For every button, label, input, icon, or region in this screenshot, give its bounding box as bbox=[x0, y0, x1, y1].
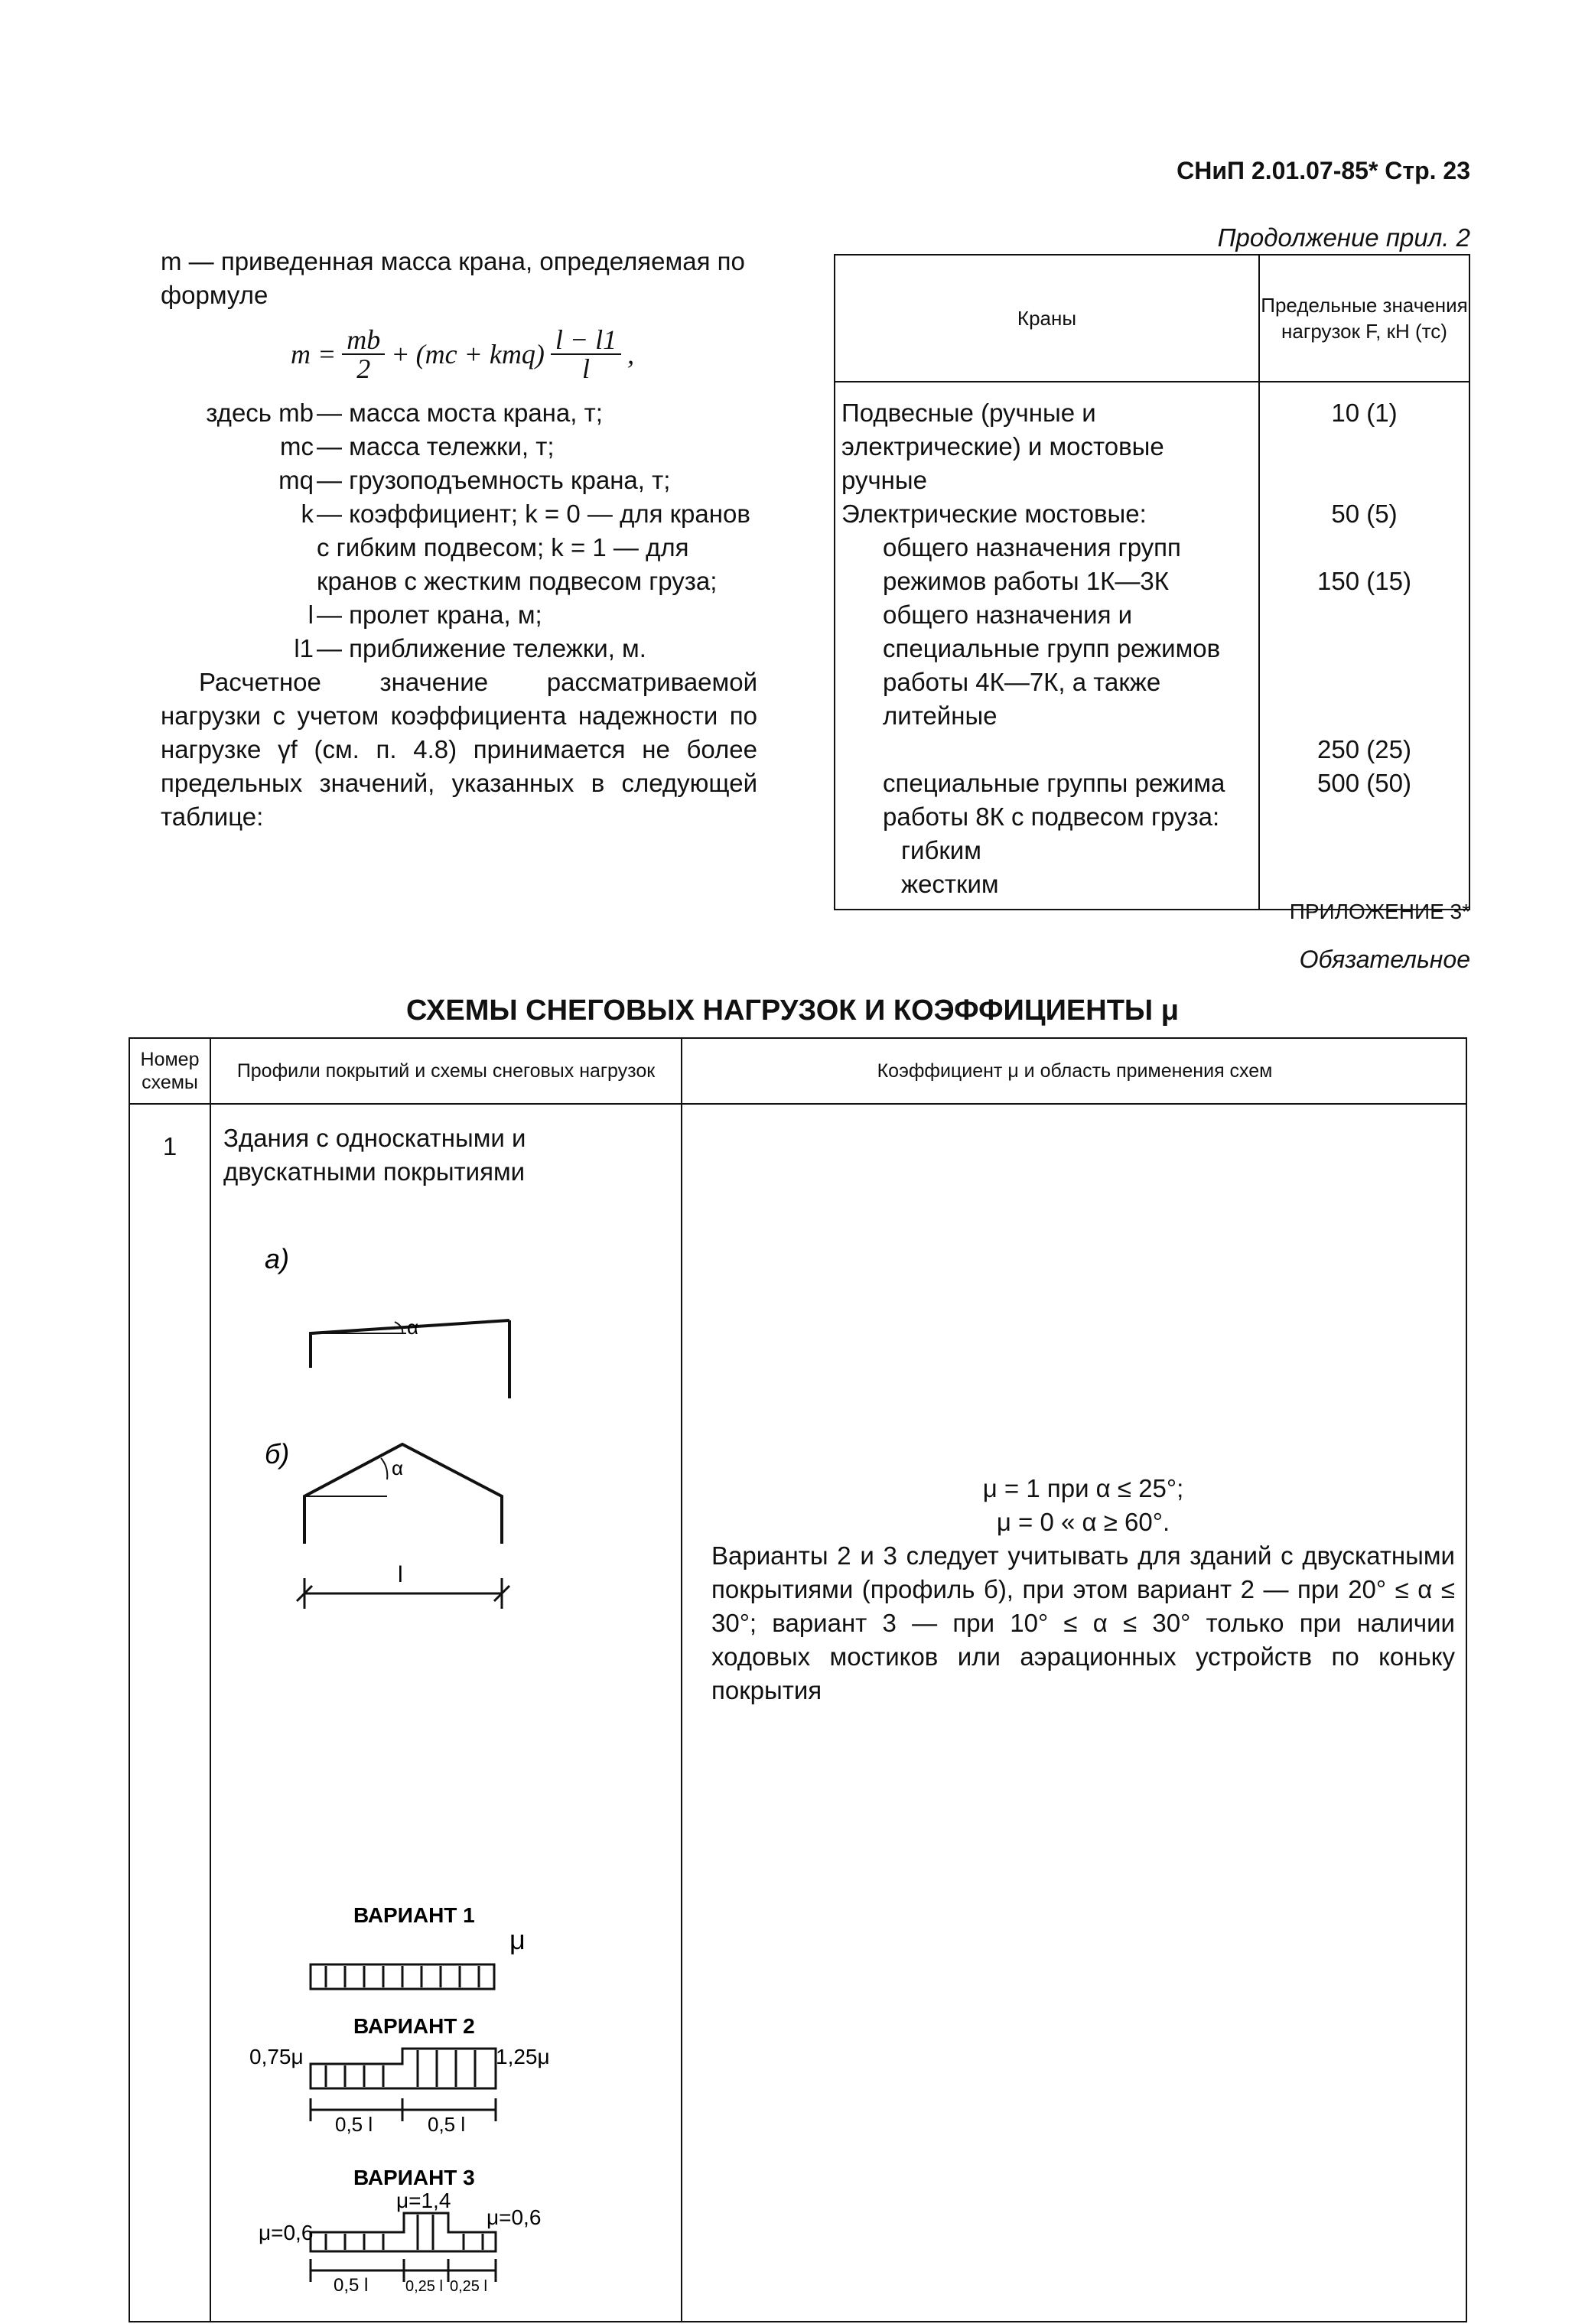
intro-text: m — приведенная масса крана, определяемая по формуле bbox=[161, 247, 745, 309]
definition-item bbox=[161, 632, 757, 666]
formula-num2: l − l1 bbox=[551, 326, 621, 355]
label-span: l bbox=[398, 1562, 403, 1587]
coef-line-2: μ = 0 « α ≥ 60°. bbox=[996, 1508, 1170, 1536]
page-header: СНиП 2.01.07-85* Стр. 23 bbox=[1177, 157, 1470, 184]
coef-description: Варианты 2 и 3 следует учитывать для зданий с двускатными покрытиями (профиль б), при этом вариант 2 — при 20° ≤ α ≤ 30°; вариант 3 — при 10° ≤ α ≤ 30° только при наличии ходовых мостиков или аэрационных устройств по коньку покрытия bbox=[711, 1541, 1455, 1704]
label-alpha-b: α bbox=[392, 1457, 404, 1479]
definition-text: — пролет крана, м; bbox=[317, 601, 542, 629]
crane-row-value: 500 (50) bbox=[1317, 769, 1411, 797]
continuation-label: Продолжение прил. 2 bbox=[1217, 223, 1470, 252]
formula-paren: (mc + kmq) bbox=[415, 339, 545, 369]
definition-item bbox=[161, 598, 757, 632]
crane-row-value: 150 (15) bbox=[1317, 567, 1411, 595]
label-quarter-l-left: 0,25 l bbox=[405, 2278, 443, 2295]
header-profiles: Профили покрытий и схемы снеговых нагрузок bbox=[236, 1060, 656, 1082]
label-quarter-l-right: 0,25 l bbox=[450, 2278, 487, 2295]
formula-lhs: m = bbox=[291, 339, 337, 369]
crane-row-value: 10 (1) bbox=[1331, 399, 1398, 427]
label-125mu: 1,25μ bbox=[496, 2045, 550, 2068]
appendix-status: Обязательное bbox=[1299, 946, 1470, 973]
scheme-number: 1 bbox=[162, 1132, 177, 1160]
crane-row-value: 50 (5) bbox=[1331, 500, 1398, 528]
label-mu-14: μ=1,4 bbox=[396, 2189, 451, 2212]
formula-mb: mb bbox=[342, 326, 385, 355]
label-alpha-a: α bbox=[407, 1316, 419, 1339]
label-variant1: ВАРИАНТ 1 bbox=[353, 1903, 475, 1927]
col-cranes-header: Краны bbox=[835, 255, 1259, 382]
definition-text: — приближение тележки, м. bbox=[317, 634, 646, 662]
appendix-label: ПРИЛОЖЕНИЕ 3* bbox=[1289, 900, 1470, 923]
cranes-table bbox=[834, 254, 1470, 910]
label-half-l-v3: 0,5 l bbox=[334, 2275, 369, 2296]
label-profile-a: а) bbox=[265, 1243, 290, 1274]
snow-schemes-table bbox=[129, 1037, 1467, 2322]
header-coefficient: Коэффициент μ и область применения схем bbox=[877, 1060, 1273, 1082]
cranes-body-text bbox=[835, 382, 1259, 910]
formula bbox=[291, 326, 757, 382]
label-half-l-left: 0,5 l bbox=[335, 2113, 373, 2136]
header-number: Номер схемы bbox=[140, 1049, 200, 1093]
label-mu-06-left: μ=0,6 bbox=[259, 2221, 314, 2244]
crane-row-text: Электрические мостовые: bbox=[841, 500, 1147, 528]
definition-term: mc bbox=[280, 432, 314, 461]
crane-row-text: гибким bbox=[901, 836, 981, 864]
definition-text: — коэффициент; k = 0 — для кранов с гибким подвесом; k = 1 — для кранов с жестким подвесом груза; bbox=[317, 500, 750, 595]
label-mu-06-right: μ=0,6 bbox=[487, 2205, 542, 2229]
label-half-l-right: 0,5 l bbox=[428, 2113, 466, 2136]
label-variant2: ВАРИАНТ 2 bbox=[353, 2014, 475, 2038]
formula-frac1 bbox=[342, 326, 385, 382]
definition-item bbox=[161, 464, 757, 497]
definition-term: k bbox=[301, 500, 314, 528]
label-075mu: 0,75μ bbox=[249, 2045, 304, 2068]
label-variant3: ВАРИАНТ 3 bbox=[353, 2166, 475, 2189]
header-divider bbox=[130, 1103, 1466, 1105]
profile-b-angle-arc bbox=[381, 1458, 387, 1479]
formula-den-l: l bbox=[581, 353, 590, 384]
variant2-load-block bbox=[311, 2049, 496, 2088]
crane-row-text: общего назначения групп режимов работы 1К—3К bbox=[883, 533, 1181, 595]
left-column bbox=[161, 245, 757, 834]
variant2-arrows bbox=[326, 2050, 475, 2087]
crane-row-value: 250 (25) bbox=[1317, 735, 1411, 763]
definition-item bbox=[161, 396, 757, 430]
definition-term: mq bbox=[278, 466, 314, 494]
definition-item bbox=[161, 430, 757, 464]
variant3-load-block bbox=[311, 2213, 496, 2251]
formula-frac2 bbox=[551, 326, 621, 382]
crane-row-text: жестким bbox=[901, 870, 999, 898]
profile-title: Здания с односкатными и двускатными покрытиями bbox=[223, 1124, 526, 1186]
formula-plus: + bbox=[391, 339, 410, 369]
label-profile-b: б) bbox=[265, 1438, 290, 1470]
crane-row-text: специальные группы режима работы 8К с подвесом груза: bbox=[883, 769, 1225, 831]
coef-line-1: μ = 1 при α ≤ 25°; bbox=[982, 1474, 1184, 1502]
snow-profiles-drawing bbox=[211, 1192, 679, 2324]
crane-row-text: общего назначения и специальные групп режимов работы 4К—7К, а также литейные bbox=[883, 601, 1221, 730]
column-divider bbox=[681, 1039, 682, 2321]
definition-text: — масса тележки, т; bbox=[317, 432, 555, 461]
coefficient-block bbox=[711, 1472, 1455, 1707]
cranes-body-values bbox=[1259, 382, 1469, 910]
variant1-arrows bbox=[326, 1966, 479, 1987]
definition-term: здесь mb bbox=[206, 399, 314, 427]
crane-row-text: Подвесные (ручные и электрические) и мостовые ручные bbox=[841, 399, 1164, 494]
paragraph-text: Расчетное значение рассматриваемой нагрузки с учетом коэффициента надежности по нагрузке γf (см. п. 4.8) принимается не более предельных значений, указанных в следующей таблице: bbox=[161, 668, 757, 831]
definition-term: l1 bbox=[294, 634, 314, 662]
definition-text: — грузоподъемность крана, т; bbox=[317, 466, 671, 494]
formula-den2: 2 bbox=[356, 353, 371, 384]
definition-term: l bbox=[308, 601, 314, 629]
label-variant1-mu: μ bbox=[509, 1924, 526, 1955]
definition-item bbox=[161, 497, 757, 598]
definition-text: — масса моста крана, т; bbox=[317, 399, 603, 427]
formula-comma: , bbox=[627, 339, 635, 369]
section-title: СХЕМЫ СНЕГОВЫХ НАГРУЗОК И КОЭФФИЦИЕНТЫ μ bbox=[406, 994, 1179, 1027]
col-limit-header: Предельные значения нагрузок F, кН (тс) bbox=[1259, 255, 1469, 382]
definitions-list bbox=[161, 396, 757, 666]
